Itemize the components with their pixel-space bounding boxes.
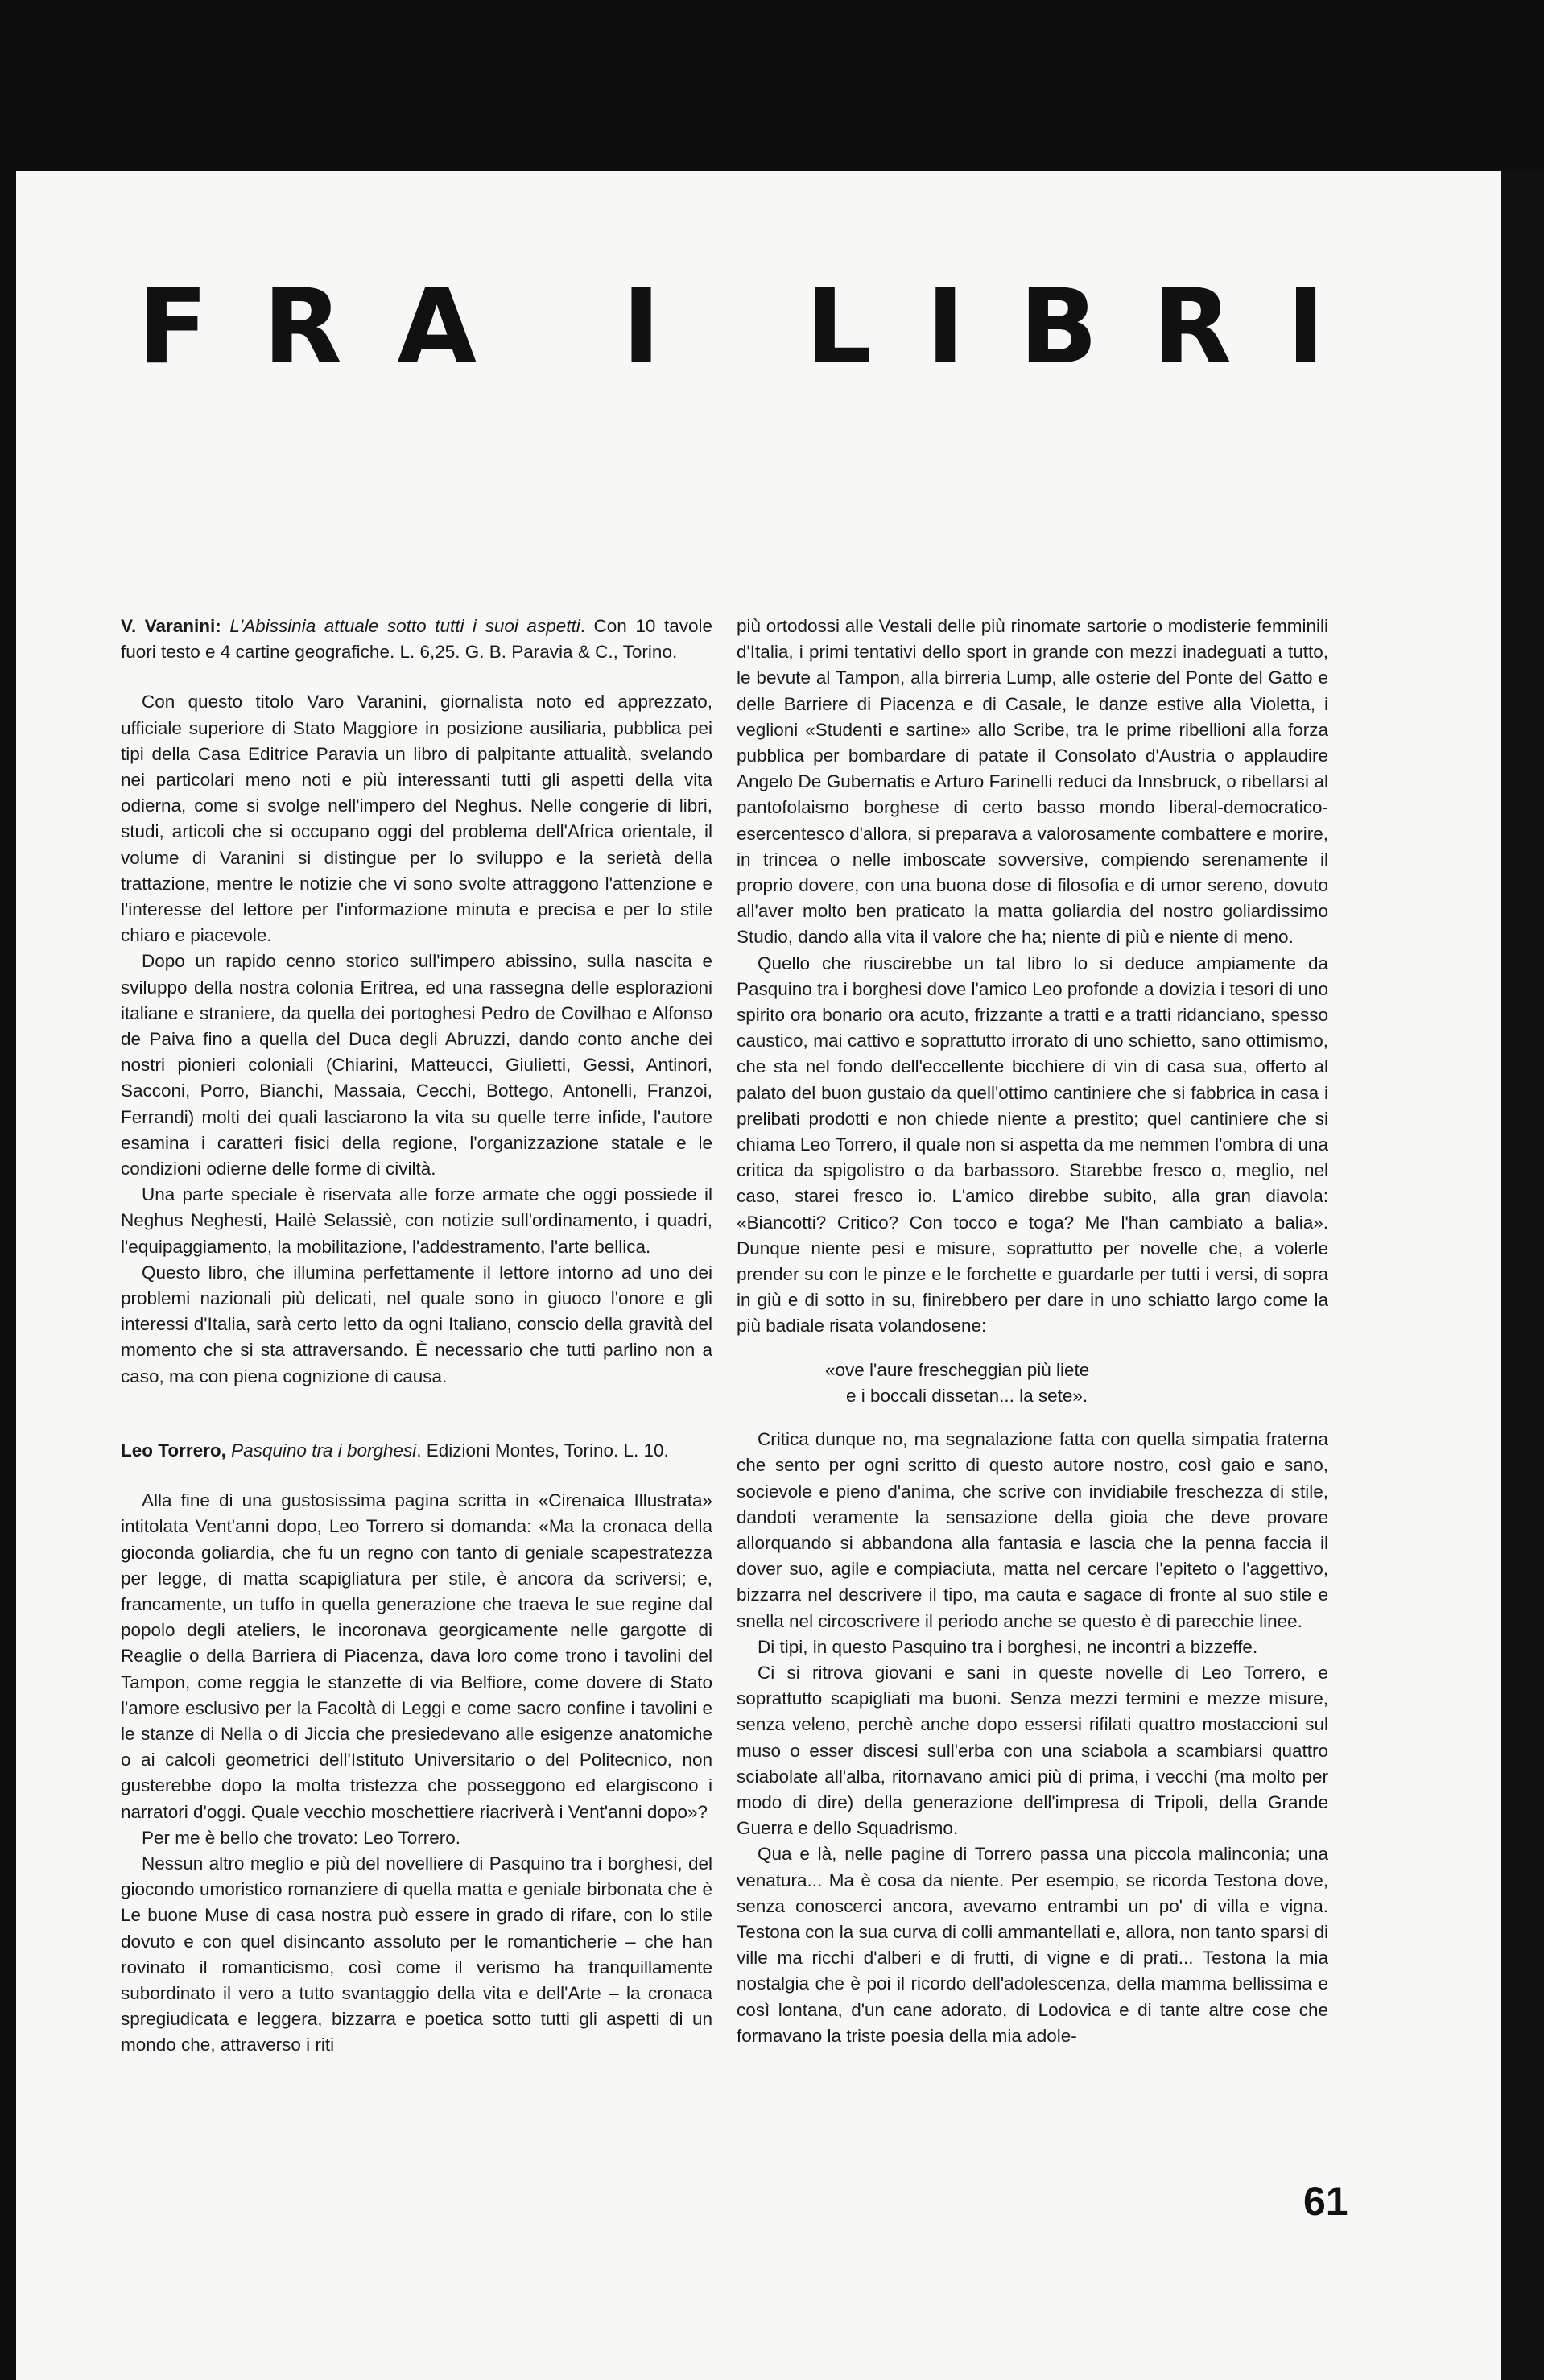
left-column	[121, 614, 712, 2059]
paragraph: Quello che riuscirebbe un tal libro lo si deduce ampiamente da Pasquino tra i borghesi dove l'amico Leo profonde a dovizia i tesori di uno spirito ora bonario ora acuto, frizzante a tratti e a tratti ridanciano, spesso caustico, mai cattivo e soprattutto irrorato di uno schietto, sano ottimismo, che sta nel fondo dell'eccellente bicchiere di vin di casa sua, offerto al palato del buon gustaio da quell'ottimo cantiniere che si fabbrica in casa i prelibati prodotti e non chiede niente a prestito; quel cantiniere che si chiama Leo Torrero, il quale non si aspetta da me nemmen l'ombra di una critica da spigolistro o da barbassoro. Starebbe fresco o, meglio, nel caso, starei fresco io. L'amico direbbe subito, alla gran diavola: «Biancotti? Critico? Con tocco e toga? Me l'han cambiato a balia». Dunque niente pesi e misure, soprattutto per novelle che, a volerle prender su con le pinze e le forchette e guardarle per tutti i versi, di sopra in giù e di sotto in su, finirebbero per dare in uno schiatto largo come la più badiale risata volandosene:	[737, 952, 1328, 1337]
paragraph: Ci si ritrova giovani e sani in queste novelle di Leo Torrero, e soprattutto scapigliati ma buoni. Senza mezzi termini e mezze misure, senza veleno, perchè anche dopo essersi rifilati quattro mostaccioni sul muso o esser discesi sull'erba con una sciabola a scambiarsi quattro sciabolate all'alba, ritornavano amici più di prima, i vecchi (ma molto per modo di dire) della generazione dell'impresa di Tripoli, della Grande Guerra e dello Squadrismo.	[737, 1662, 1328, 1839]
paragraph: Alla fine di una gustosissima pagina scritta in «Cirenaica Illustrata» intitolata Vent'anni dopo, Leo Torrero si domanda: «Ma la cronaca della gioconda goliardia, che fu un regno con tanto di geniale scapestratezza per legge, di matta scapigliatura per stile, è ancora da scriversi; e, francamente, un tuffo in quella generazione che traeva le sue regine dal popolo degli ateliers, le incoronava georgicamente nelle gargotte di Reaglie o della Barriera di Piacenza, dava loro come trono i tavolini del Tampon, come reggia le stanzette di via Belfiore, come dovere di Stato l'amore esclusivo per la Facoltà di Leggi e come sacro confine i tavolini e le stanze di Nella o di Jiccia che presiedevano alle esigenze anatomiche o ai calcoli geometrici dell'Istituto Universitario o del Politecnico, non gusterebbe dopo la molta tristezza che posseggono ed elargiscono i narratori d'oggi. Quale vecchio moschettiere riacriverà i Vent'anni dopo»?	[121, 1490, 712, 1822]
review-book-details: . Edizioni Montes, Torino. L. 10.	[416, 1440, 669, 1461]
section-masthead: FRA I LIBRI	[138, 267, 1380, 387]
review-book-title: Pasquino tra i borghesi	[231, 1440, 417, 1461]
right-column	[737, 614, 1328, 2049]
paragraph: più ortodossi alle Vestali delle più rinomate sartorie o modisterie femminili d'Italia, i primi tentativi dello sport in grande con mezzi inadeguati a tutto, le bevute al Tampon, alla birreria Lump, alle osterie del Ponte del Gatto e delle Barriere di Piacenza e di Casale, le danze estive alla Violetta, i veglioni «Studenti e sartine» allo Scribe, tra le prime ribellioni alla forza pubblica per bombardare di patate il Consolato d'Austria o applaudire Angelo De Gubernatis e Arturo Farinelli reduci da Innsbruck, o ribellarsi al pantofolaismo borghese di certo basso mondo liberal-democratico-esercentesco d'allora, si preparava a valorosamente combattere e morire, in trincea o nelle imboscate sovversive, compiendo serenamente il proprio dovere, con una buona dose di filosofia e di umor sereno, dovuto all'aver molto ben praticato la matta goliardia del nostro goliardissimo Studio, dando alla vita il valore che ha; niente di più e niente di meno.	[737, 616, 1328, 948]
verse-line: e i boccali dissetan... la sete».	[846, 1385, 1088, 1406]
paragraph: Dopo un rapido cenno storico sull'impero abissino, sulla nascita e sviluppo della nostra colonia Eritrea, ed una rassegna delle esplorazioni italiane e straniere, da quella dei portoghesi Pedro de Covilhao e Alfonso de Paiva fino a quella del Duca degli Abruzzi, dando conto anche dei nostri pionieri coloniali (Chiarini, Matteucci, Giulietti, Gessi, Antinori, Sacconi, Porro, Bianchi, Massaia, Cecchi, Bottego, Antonelli, Franzoi, Ferrandi) molti dei quali lasciarono la vita su quelle terre infide, l'autore esamina i caratteri fisici della regione, l'organizzazione statale e le condizioni odierne delle forme di civiltà.	[121, 951, 712, 1180]
verse-line: «ove l'aure frescheggian più liete	[825, 1359, 1090, 1380]
review-author: V. Varanini:	[121, 616, 221, 636]
paragraph: Qua e là, nelle pagine di Torrero passa una piccola malinconia; una venatura... Ma è cosa da niente. Per esempio, se ricorda Testona dove, senza conoscerci ancora, avevamo entrambi un po' di villa e vigna. Testona con la sua curva di colli ammantellati e, allora, non tanto sparsi di ville ma ricchi d'alberi e di frutti, di vigne e di prati... Testona la mia nostalgia che è poi il ricordo dell'adolescenza, della mamma bellissima e così lontana, d'un cane adorato, di Lodovica e di tante altre cose che formavano la triste poesia della mia adole-	[737, 1844, 1328, 2046]
review-author: Leo Torrero,	[121, 1440, 226, 1461]
verse-quote	[825, 1357, 1328, 1409]
paragraph: Nessun altro meglio e più del novelliere di Pasquino tra i borghesi, del giocondo umoristico romanziere di quella matta e geniale birbonata che è Le buone Muse di casa nostra può essere in grado di rifare, con lo stile dovuto e con quel disincanto assoluto per le romanticherie – che han rovinato il romanticismo, così come il verismo ha tranquillamente subordinato il vero a tutto svantaggio della vita e dell'Arte – la cronaca spregiudicata e leggera, bizzarra e poetica sotto tutti gli aspetti di un mondo che, attraverso i riti	[121, 1853, 712, 2056]
paragraph: Per me è bello che trovato: Leo Torrero.	[142, 1827, 461, 1848]
scan-edge-shadow	[1501, 171, 1544, 2380]
paragraph: Con questo titolo Varo Varanini, giornalista noto ed apprezzato, ufficiale superiore di Stato Maggiore in posizione ausiliaria, pubblica pei tipi della Casa Editrice Paravia un libro di palpitante attualità, svelando nei particolari meno noti e più interessanti tutti gli aspetti della vita odierna, come si svolge nell'impero del Neghus. Nelle congerie di libri, studi, articoli che si occupano oggi del problema dell'Africa orientale, il volume di Varanini si distingue per lo sviluppo e la serietà della trattazione, mentre le notizie che vi sono svolte attraggono l'attenzione e l'interesse del lettore per l'informazione minuta e precisa e per lo stile chiaro e piacevole.	[121, 692, 712, 946]
paragraph: Critica dunque no, ma segnalazione fatta con quella simpatia fraterna che sento per ogni scritto di questo autore nostro, così gaio e sano, socievole e pieno d'anima, che scrive con invidiabile freschezza di stile, dandoti veramente la sensazione della gioia che deve provare allorquando si abbandona alla fantasia e lascia che la penna faccia il dover suo, agile e compiaciuta, matta nel cercare l'epiteto o l'aggettivo, bizzarra nel descrivere il tipo, ma cauta e sagace di fronte al suo stile e snella nel circoscrivere il periodo anche se questo è di parecchie linee.	[737, 1429, 1328, 1631]
magazine-page	[16, 171, 1501, 2380]
review-heading-varanini	[121, 614, 712, 665]
review-book-title: L'Abissinia attuale sotto tutti i suoi aspetti	[229, 616, 580, 636]
page-number: 61	[1303, 2179, 1348, 2224]
review-heading-torrero	[121, 1438, 712, 1464]
paragraph: Una parte speciale è riservata alle forze armate che oggi possiede il Neghus Neghesti, Hailè Selassiè, con notizie sull'ordinamento, i quadri, l'equipaggiamento, la mobilitazione, l'addestramento, l'arte bellica.	[121, 1184, 712, 1257]
paragraph: Questo libro, che illumina perfettamente il lettore intorno ad uno dei problemi nazionali più delicati, nel quale sono in giuoco l'onore e gli interessi d'Italia, sarà certo letto da ogni Italiano, conscio della gravità del momento che si sta attraversando. È necessario che tutti parlino non a caso, ma con piena cognizione di causa.	[121, 1262, 712, 1386]
paragraph: Di tipi, in questo Pasquino tra i borghesi, ne incontri a bizzeffe.	[758, 1636, 1258, 1657]
review-book-details: . Con 10 tavole fuori testo e 4 cartine geografiche. L. 6,25. G. B. Paravia & C., Torino.	[121, 616, 712, 663]
